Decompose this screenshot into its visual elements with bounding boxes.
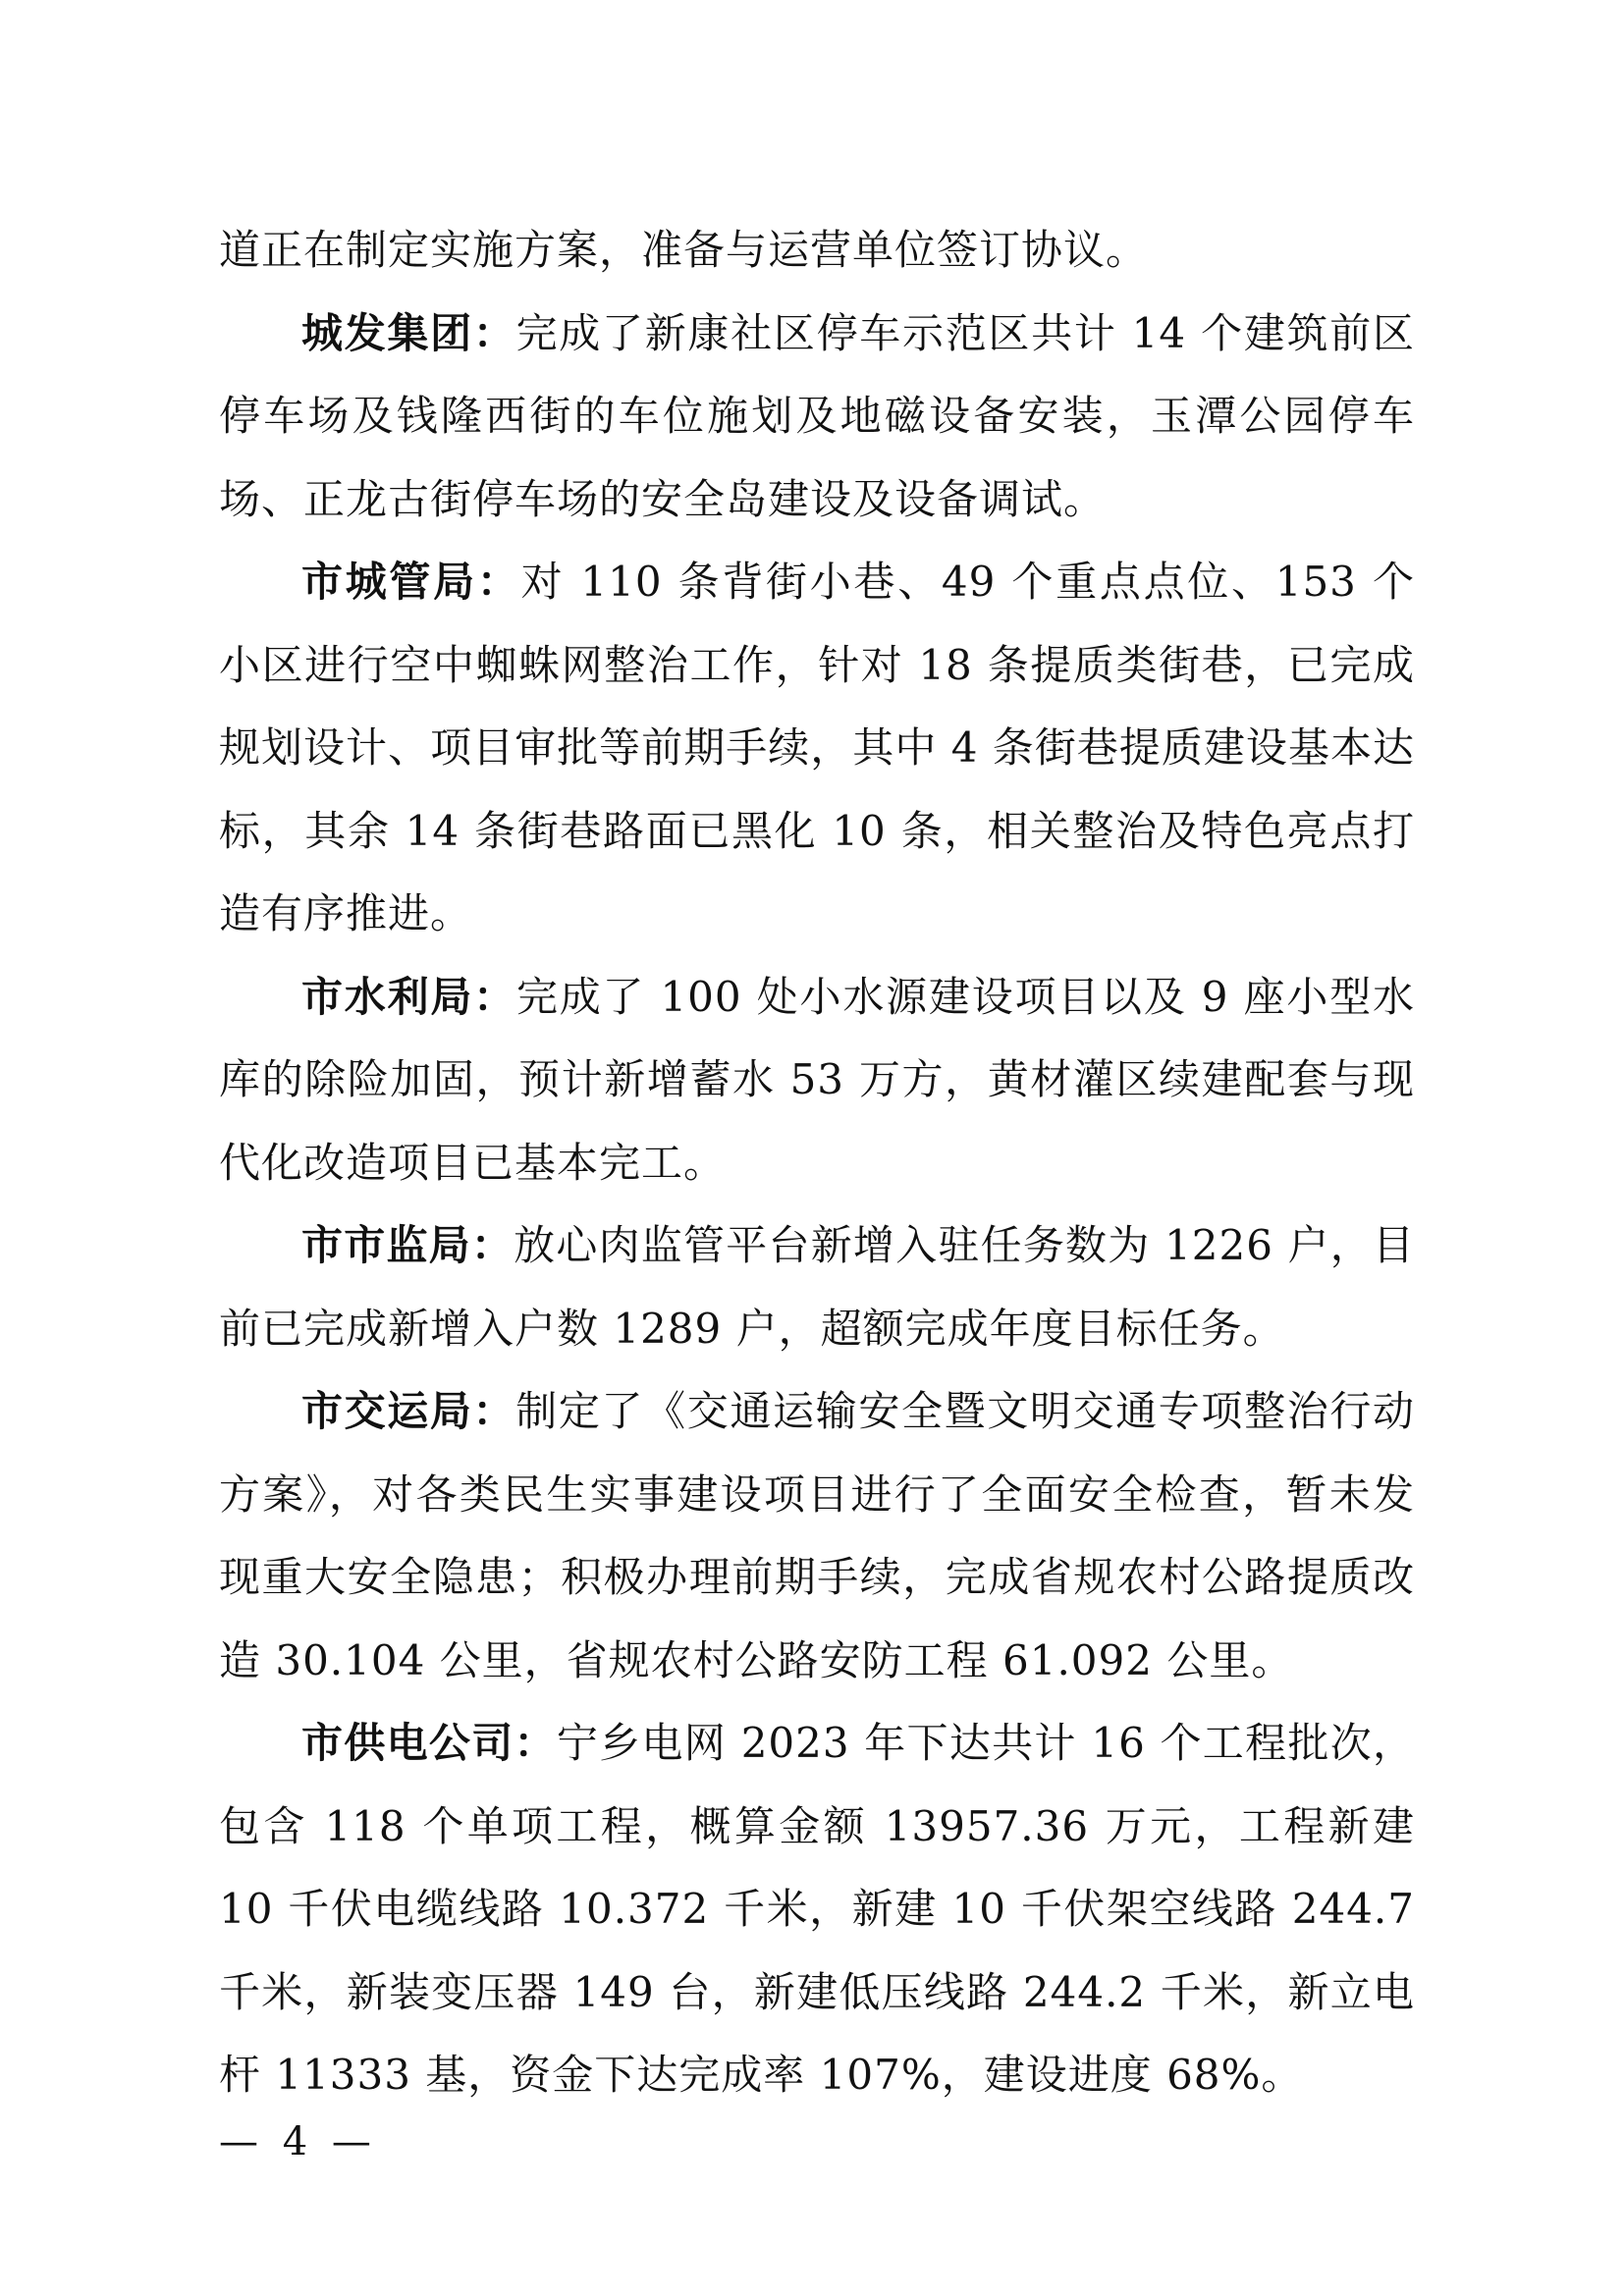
paragraph-text: 对 110 条背街小巷、49 个重点点位、153 个小区进行空中蜘蛛网整治工作，针对 18 条提质类街巷，已完成规划设计、项目审批等前期手续，其中 4 条街巷提质建设基本达标，其余 14 条街巷路面已黑化 10 条，相关整治及特色亮点打造有序推进。 — [219, 558, 1415, 937]
paragraph-text: 完成了 100 处小水源建设项目以及 9 座小型水库的除险加固，预计新增蓄水 53 万方，黄材灌区续建配套与现代化改造项目已基本完工。 — [219, 972, 1415, 1187]
paragraph-text: 完成了新康社区停车示范区共计 14 个建筑前区停车场及钱隆西街的车位施划及地磁设备安装，玉潭公园停车场、正龙古街停车场的安全岛建设及设备调试。 — [219, 308, 1415, 523]
paragraph-lead: 市市监局： — [301, 1221, 514, 1269]
paragraph-lead: 城发集团： — [301, 308, 516, 357]
paragraph-text: 制定了《交通运输安全暨文明交通专项整治行动方案》，对各类民生实事建设项目进行了全面安全检查，暂未发现重大安全隐患；积极办理前期手续，完成省规农村公路提质改造 30.104 公里，省规农村公路安防工程 61.092 公里。 — [219, 1387, 1415, 1684]
paragraph-market-supervision-bureau — [219, 1204, 1415, 1370]
paragraph-lead: 市交运局： — [301, 1387, 516, 1435]
paragraph-continuation — [219, 209, 1415, 293]
paragraph-lead: 市城管局： — [301, 558, 521, 606]
paragraph-power-supply-company — [219, 1702, 1415, 2117]
paragraph-lead: 市水利局： — [301, 972, 516, 1021]
paragraph-lead: 市供电公司： — [301, 1719, 557, 1767]
paragraph-text: 宁乡电网 2023 年下达共计 16 个工程批次，包含 118 个单项工程，概算金额 13957.36 万元，工程新建 10 千伏电缆线路 10.372 千米，新建 10 千伏架空线路 244.7 千米，新装变压器 149 台，新建低压线路 244.2 千米，新立电杆 11333 基，资金下达完成率 107%，建设进度 68%。 — [219, 1719, 1415, 2099]
paragraph-text: 道正在制定实施方案，准备与运营单位签订协议。 — [219, 226, 1149, 274]
paragraph-text: 放心肉监管平台新增入驻任务数为 1226 户，目前已完成新增入户数 1289 户，超额完成年度目标任务。 — [219, 1221, 1415, 1353]
document-body — [219, 209, 1415, 2117]
page-number: — 4 — — [219, 2119, 377, 2164]
paragraph-city-management-bureau — [219, 541, 1415, 956]
paragraph-transport-bureau — [219, 1370, 1415, 1702]
paragraph-chengfa-group — [219, 293, 1415, 542]
paragraph-water-resources-bureau — [219, 956, 1415, 1205]
